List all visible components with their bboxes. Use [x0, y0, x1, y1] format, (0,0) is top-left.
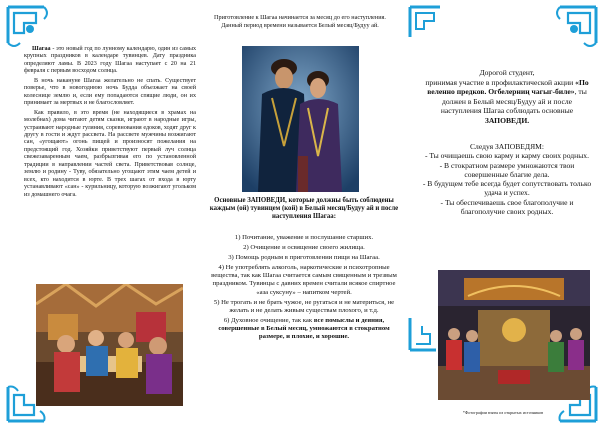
commandment-2: 2) Очищение и освящение своего жилища.: [243, 244, 365, 252]
photo-couple-national-costume: [242, 46, 359, 192]
corner-ornament-mid-left-panel3: [406, 314, 440, 354]
benefit-3: - В будущем тебе всегда будет сопутствовать только удача и успех.: [422, 179, 592, 198]
shagaa-term: Шагаа: [32, 46, 51, 52]
corner-ornament-top-left: [4, 3, 50, 49]
paragraph-2: В ночь накануне Шагаа желательно не спать. Существует поверье, что в новогоднюю ночь Будда объезжает на своей колеснице землю и, если ему попадаются спящие люди, он их принимает за мертвых и не благословляет.: [24, 77, 196, 107]
action-title: «По веленно предков. Огбелерниң чагыг-биле»: [427, 77, 589, 97]
greeting-block: [422, 68, 592, 126]
photo-ceremony-stage: [438, 270, 590, 400]
benefit-4: - Ты обеспечиваешь свое благополучие и благополучие своих родных.: [440, 197, 574, 217]
commandment-1: 1) Почитание, уважение и послушание старших.: [234, 234, 374, 241]
photo-family-yurt: [36, 284, 183, 406]
commandment-3: 3) Помощь родным в приготовлении пищи на Шагаа.: [228, 254, 380, 262]
paragraph-1: - это новый год по лунному календарю, один из самых крупных праздников в календаре тувинцев. Дату праздника определяют ламы. В 2023 году Шагаа наступает с 20 на 21 февраля с первым восходом солнца.: [24, 46, 196, 75]
text-block-shagaa: [24, 46, 196, 201]
commandment-5: 5) Не трогать и не брать чужое, не ругаться и не материться, не желать и не делать живым существам плохого, и т.д.: [213, 298, 395, 314]
benefit-2: - В стократном размере умножаются твои совершенные благие дела.: [439, 160, 575, 179]
greeting: Дорогой студент,: [479, 68, 535, 77]
commandments-list: [206, 234, 402, 343]
commandment-6-text: 6) Духовное очищение, так как: [223, 316, 314, 324]
photo-credit: *Фотографии взяты из открытых источников: [462, 410, 544, 415]
commandment-6: [206, 317, 402, 341]
benefits-heading: Следуя ЗАПОВЕДЯМ:: [469, 142, 545, 151]
greeting-line-1: принимая участие в профилактической акции: [425, 77, 574, 87]
benefit-1: - Ты очищаешь свою карму и карму своих родных.: [424, 151, 590, 161]
commandments-word: ЗАПОВЕДИ.: [484, 115, 530, 125]
benefits-block: [418, 142, 596, 216]
paragraph-3: Как правило, в это время (не находящиеся в храмах на молебнах) дома читают детям сказки, играют в народные игры, устраивают народные гуляния, соревнования едоков, ходят друг к другу в гости и ждут рассвета. На рассвете мужчины возжигают сан, «угощают» огонь пищей и произносят пожелания на предстоящий год. Хозяйки приветствуют первый луч солнца свежезаваренным чаем, разбрызгивая его по установленной традиции в направлении частей света. Приветствовав солнце, землю и родину - Туву, обязательно угощают этим чаем детей и всех, кто находится в юрте. В трех шагах от входа в юрту устанавливают «сан» - курильницу, которую возжигают угольком из домашнего очага.: [24, 109, 196, 198]
intro-text: Приготовление к Шагаа начинается за месяц до его наступления. Данный период времени называется Белый месяц/Будуу ай.: [214, 14, 386, 29]
commandment-6-bold: все помыслы и деяния, совершенные в Белый месяц, умножаются в стократном размере, и плохие, и хорошие.: [218, 316, 390, 341]
greeting-line-2: , ты должен в Белый месяц/Будуу ай и после наступления Шагаа соблюдать основные: [440, 87, 587, 116]
corner-ornament-top-right: [554, 3, 600, 49]
corner-ornament-top-left-panel3: [406, 3, 446, 43]
commandment-4: 4) Не употреблять алкоголь, наркотические и психотропные вещества, так как Шагаа считается самым священным и трезвым праздником. Тувинцы с давних времен считали всякое спиртное «аза суксуну» – напитком чертей.: [211, 264, 397, 296]
commandments-heading: Основные ЗАПОВЕДИ, которые должны быть соблюдены каждым (ой) тувинцем (кой) в Белый месяц/Будуу ай и после наступления Шагаа:: [209, 197, 399, 221]
